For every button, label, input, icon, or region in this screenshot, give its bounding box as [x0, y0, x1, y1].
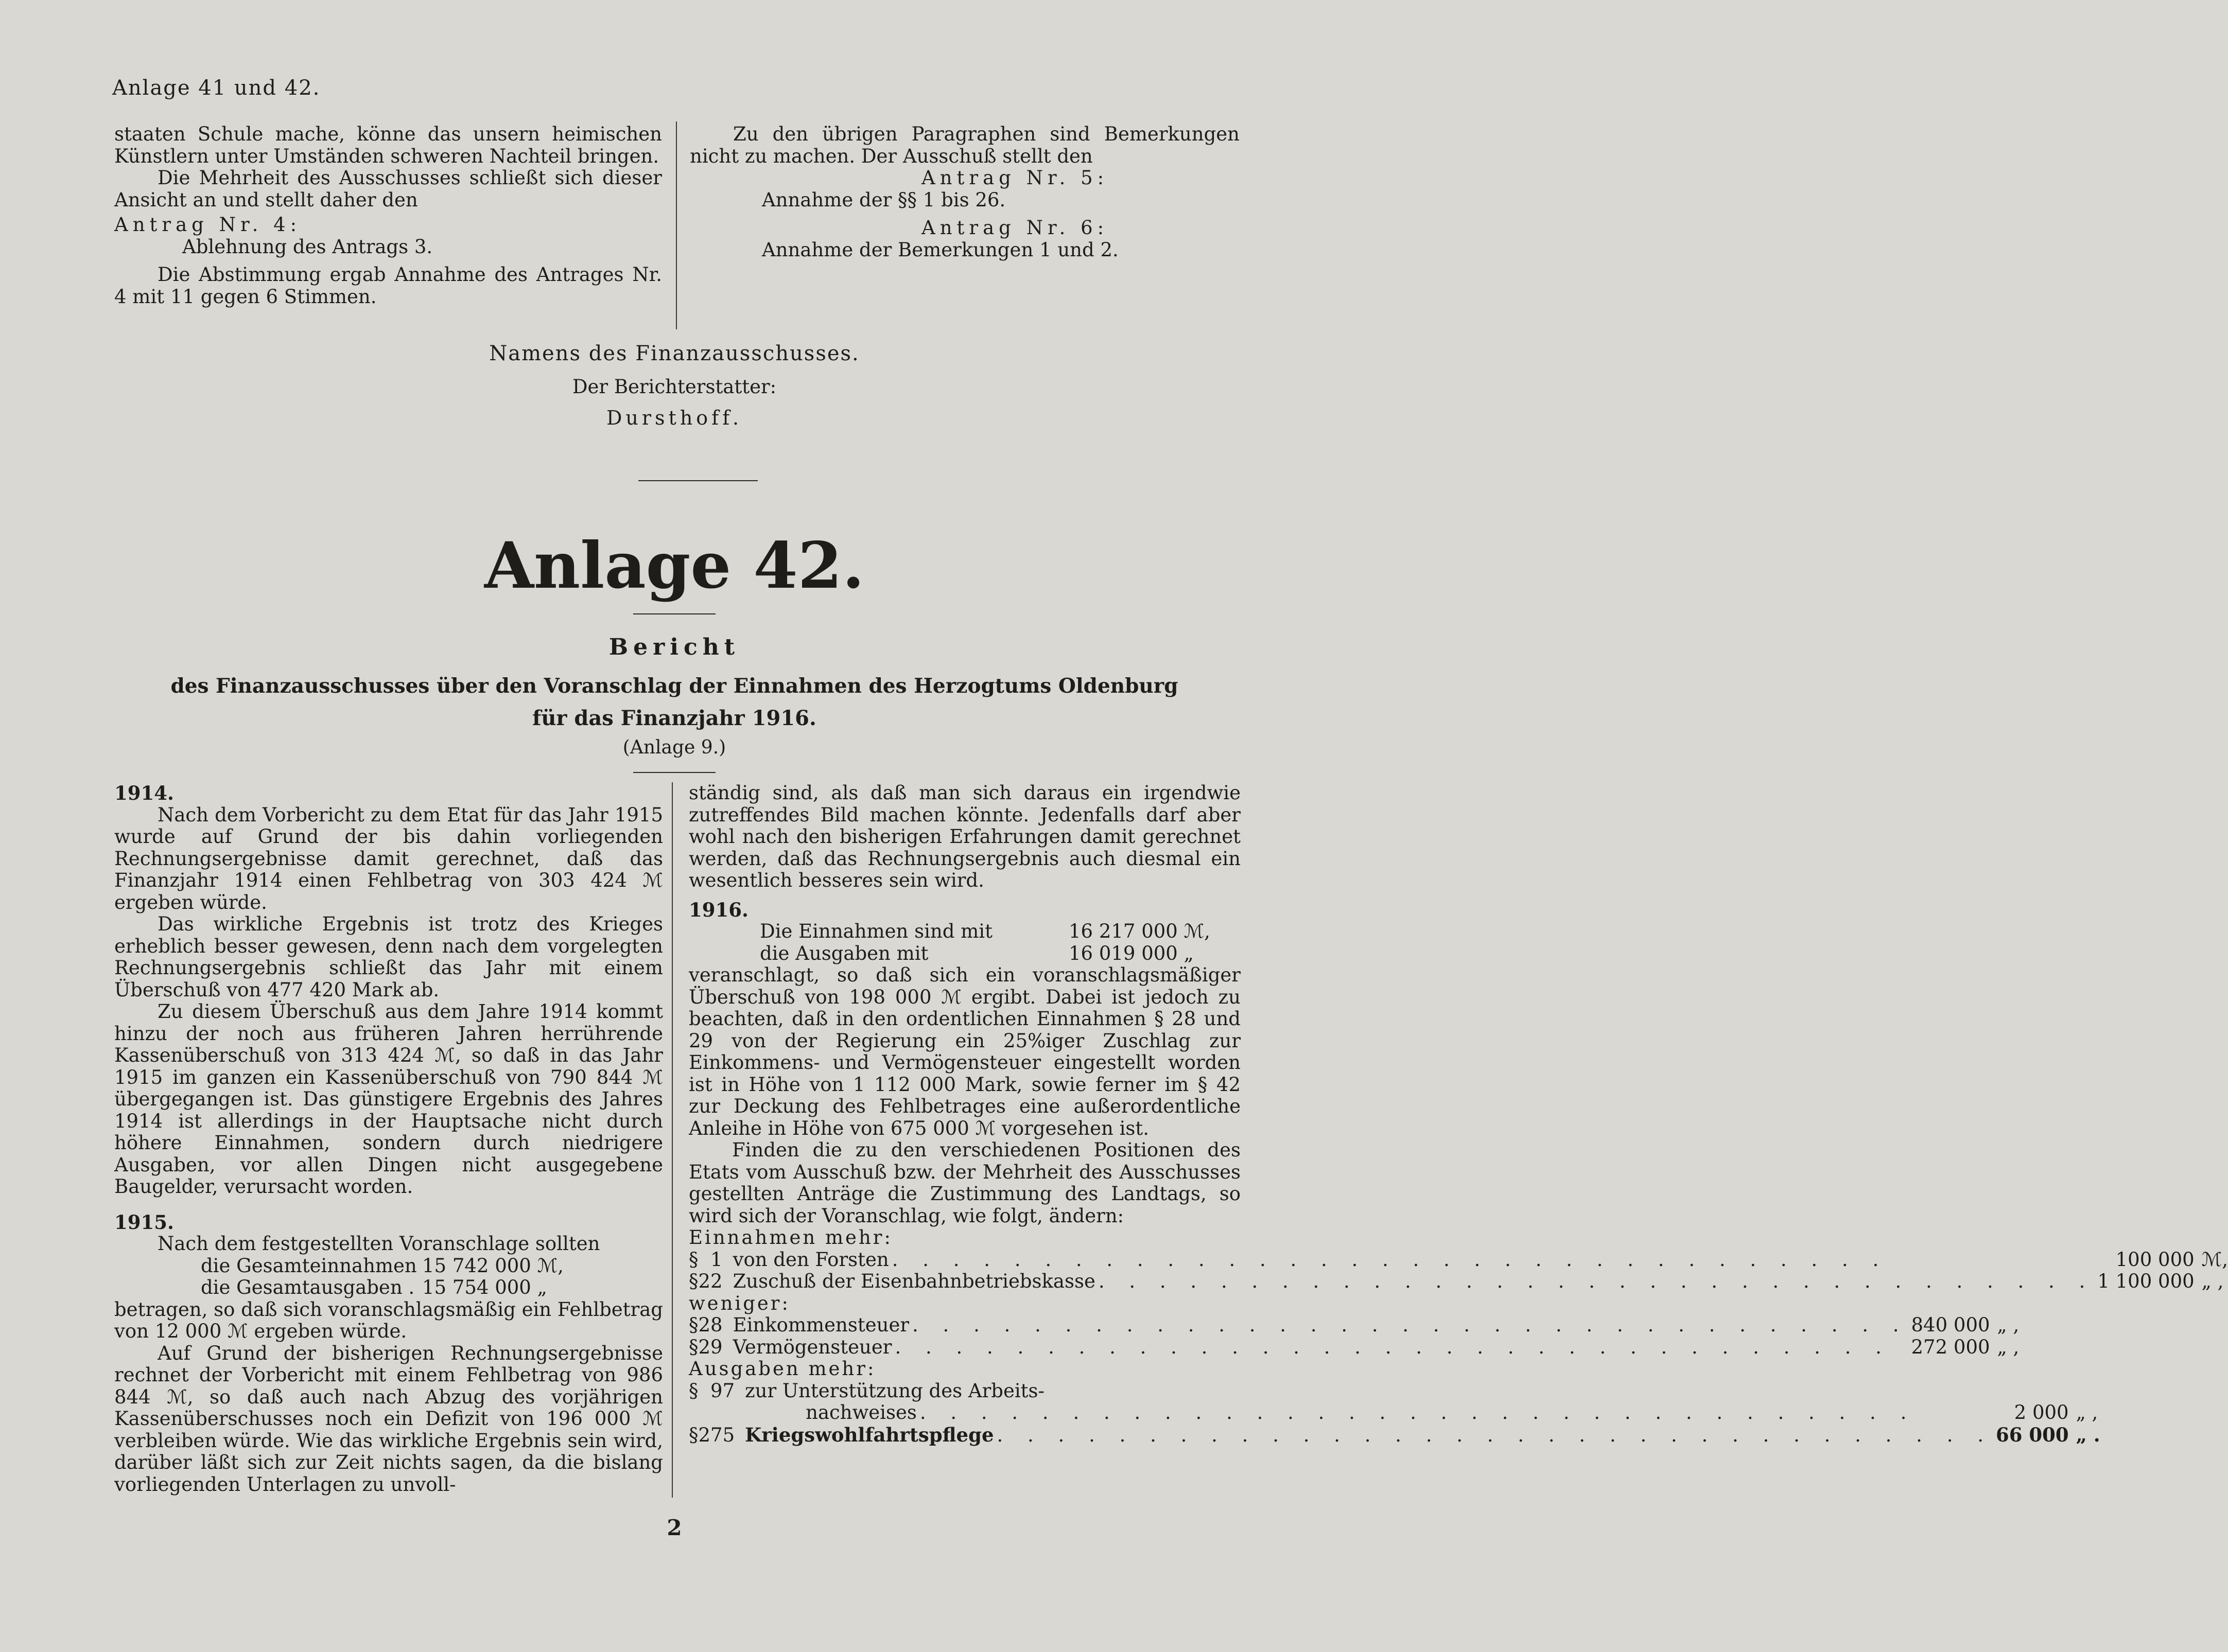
- amount-row: [689, 943, 1241, 965]
- paragraph: Das wirkliche Ergebnis ist trotz des Krieges erheblich besser gewesen, denn nach dem vorgelegten Rechnungsergebnis schließt das Jahr mit einem Überschuß von 477 420 Mark ab.: [114, 913, 663, 1001]
- item-number: 97: [710, 1379, 735, 1402]
- leader-dots: [892, 1337, 1911, 1359]
- antrag-label: Antrag Nr. 5:: [921, 167, 1109, 189]
- paragraph-sign: §: [689, 1335, 699, 1358]
- antrag-label: Antrag Nr. 4:: [114, 214, 302, 236]
- table-row: [689, 1424, 2100, 1447]
- report-heading: Bericht: [608, 634, 740, 660]
- leader-dots: [909, 1314, 1911, 1337]
- item-unit: „ ,: [2201, 1270, 2224, 1292]
- item-unit: ℳ,: [2201, 1248, 2228, 1271]
- report-subtitle: des Finanzausschusses über den Voranschlag der Einnahmen des Herzogtums Oldenburg: [170, 674, 1178, 698]
- paragraph: staaten Schule mache, könne das unsern heimischen Künstlern unter Umständen schweren Nachteil bringen.: [114, 123, 662, 167]
- table-row: [689, 1380, 2100, 1402]
- top-right-column: [690, 124, 1240, 261]
- paragraph: ständig sind, als daß man sich daraus ein irgendwie zutreffendes Bild machen könnte. Jedenfalls darf aber wohl nach den bisherigen Erfahrungen damit gerechnet werden, daß das Rechnungsergebnis auch diesmal ein wesentlich besseres sein wird.: [689, 782, 1241, 891]
- item-unit: „ .: [2076, 1423, 2100, 1446]
- item-number: 275: [698, 1423, 735, 1446]
- page-number: 2: [667, 1515, 682, 1540]
- item-number: 29: [698, 1335, 723, 1358]
- item-unit: „ ,: [1997, 1314, 2020, 1336]
- paragraph-sign: §: [689, 1248, 699, 1271]
- column-divider: [676, 121, 677, 329]
- amount-row: [114, 1277, 663, 1299]
- item-number: 28: [698, 1314, 723, 1336]
- paragraph: Die Abstimmung ergab Annahme des Antrages Nr. 4 mit 11 gegen 6 Stimmen.: [114, 263, 662, 308]
- amount-label: die Gesamteinnahmen: [201, 1254, 417, 1277]
- item-unit: „ ,: [1997, 1335, 2020, 1358]
- category-heading: Einnahmen mehr:: [689, 1226, 893, 1249]
- item-number: 1: [710, 1248, 723, 1271]
- signature-role: Der Berichterstatter:: [572, 376, 777, 398]
- paragraph: Die Mehrheit des Ausschusses schließt sich dieser Ansicht an und stellt daher den: [114, 167, 662, 211]
- changes-table-weniger: [689, 1314, 2019, 1358]
- item-label-continued: nachweises: [806, 1401, 917, 1423]
- column-divider: [672, 782, 673, 1498]
- paragraph: Nach dem Vorbericht zu dem Etat für das Jahr 1915 wurde auf Grund der bis dahin vorliegenden Rechnungsergebnisse damit gerechnet, daß das Finanzjahr 1914 einen Fehlbetrag von 303 424 ℳ ergeben würde.: [114, 803, 663, 913]
- changes-table-einnahmen: [689, 1249, 2228, 1293]
- item-unit: „ ,: [2076, 1401, 2098, 1423]
- category-heading: Ausgaben mehr:: [689, 1358, 876, 1380]
- paragraph: Auf Grund der bisherigen Rechnungsergebnisse rechnet der Vorbericht mit einem Fehlbetrag von 986 844 ℳ, so daß auch nach Abzug des vorjährigen Kassenüberschusses noch ein Defizit von 196 000 ℳ verbleiben würde. Wie das wirkliche Ergebnis sein wird, darüber läßt sich zur Zeit nichts sagen, da die bislang vorliegenden Unterlagen zu unvoll-: [114, 1342, 663, 1496]
- leader-dots: [889, 1249, 2098, 1271]
- paragraph-sign: §: [689, 1314, 699, 1336]
- signature-committee: Namens des Finanzausschusses.: [489, 342, 860, 365]
- item-amount: 1 100 000: [2097, 1270, 2195, 1292]
- main-left-column: [114, 782, 663, 1496]
- table-row: [689, 1402, 2100, 1424]
- signature-name: Dursthoff.: [606, 407, 743, 429]
- antrag-text: Annahme der Bemerkungen 1 und 2.: [762, 238, 1119, 261]
- category-heading: weniger:: [689, 1292, 790, 1314]
- paragraph: betragen, so daß sich voranschlagsmäßig ein Fehlbetrag von 12 000 ℳ ergeben würde.: [114, 1298, 663, 1342]
- report-annex: (Anlage 9.): [622, 737, 726, 758]
- paragraph: Nach dem festgestellten Voranschlage sollten: [158, 1233, 600, 1255]
- amount-label: Die Einnahmen sind mit: [760, 920, 993, 942]
- amount-value: 15 754 000 „: [422, 1276, 547, 1298]
- item-label: zur Unterstützung des Arbeits-: [745, 1379, 1045, 1402]
- amount-row: [689, 921, 1241, 943]
- section-heading-1915: 1915.: [114, 1210, 174, 1234]
- antrag-text: Ablehnung des Antrags 3.: [182, 235, 433, 258]
- item-amount: 840 000: [1911, 1314, 1990, 1336]
- leader-dots: [917, 1402, 1996, 1424]
- amount-value: 16 217 000 ℳ,: [1069, 920, 1210, 942]
- item-amount: 2 000: [2014, 1401, 2069, 1423]
- title-rule: [633, 613, 716, 614]
- paragraph-sign: §: [689, 1379, 699, 1402]
- item-amount: 272 000: [1911, 1335, 1990, 1358]
- running-head: Anlage 41 und 42.: [112, 76, 321, 100]
- item-amount: 66 000: [1995, 1423, 2069, 1446]
- paragraph: Zu den übrigen Paragraphen sind Bemerkungen nicht zu machen. Der Ausschuß stellt den: [690, 123, 1240, 167]
- item-label: Kriegswohlfahrtspflege: [745, 1423, 994, 1446]
- antrag-label: Antrag Nr. 6:: [921, 217, 1109, 239]
- separator-rule: [638, 480, 758, 481]
- item-number: 22: [698, 1270, 723, 1292]
- main-right-column: [689, 782, 2228, 1446]
- table-row: [689, 1271, 2228, 1293]
- item-label: von den Forsten: [733, 1248, 889, 1271]
- paragraph-sign: §: [689, 1423, 699, 1446]
- amount-value: 16 019 000 „: [1069, 942, 1194, 964]
- subtitle-rule: [633, 772, 716, 773]
- antrag-text: Annahme der §§ 1 bis 26.: [762, 188, 1006, 211]
- top-left-column: [114, 124, 662, 308]
- paragraph: Zu diesem Überschuß aus dem Jahre 1914 kommt hinzu der noch aus früheren Jahren herrührende Kassenüberschuß von 313 424 ℳ, so daß in das Jahr 1915 im ganzen ein Kassenüberschuß von 790 844 ℳ übergegangen ist. Das günstigere Ergebnis des Jahres 1914 ist allerdings in der Hauptsache nicht durch höhere Einnahmen, sondern durch niedrigere Ausgaben, vor allen Dingen nicht ausgegebene Baugelder, verursacht worden.: [114, 1000, 663, 1198]
- leader-dots: [1095, 1271, 2097, 1293]
- amount-value: 15 742 000 ℳ,: [422, 1254, 564, 1277]
- table-row: [689, 1249, 2228, 1271]
- item-label: Vermögensteuer: [733, 1335, 892, 1358]
- paragraph-sign: §: [689, 1270, 699, 1292]
- changes-table-ausgaben: [689, 1380, 2100, 1447]
- amount-row: [114, 1255, 663, 1277]
- paragraph: veranschlagt, so daß sich ein voranschlagsmäßiger Überschuß von 198 000 ℳ ergibt. Dabei ist jedoch zu beachten, daß in den ordentlichen Einnahmen § 28 und 29 von der Regierung ein 25%iger Zuschlag zur Einkommens- und Vermögensteuer eingestellt worden ist in Höhe von 1 112 000 Mark, sowie ferner im § 42 zur Deckung des Fehlbetrages eine außerordentliche Anleihe in Höhe von 675 000 ℳ vorgesehen ist.: [689, 964, 1241, 1139]
- page-title: Anlage 42.: [484, 529, 865, 603]
- section-heading-1916: 1916.: [689, 898, 749, 921]
- section-heading-1914: 1914.: [114, 782, 174, 804]
- item-label: Zuschuß der Eisenbahnbetriebskasse: [733, 1270, 1095, 1292]
- leader-dots: [994, 1425, 1996, 1447]
- amount-label: die Gesamtausgaben .: [201, 1276, 415, 1298]
- item-amount: 100 000: [2115, 1248, 2195, 1271]
- item-label: Einkommensteuer: [733, 1314, 910, 1336]
- report-year: für das Finanzjahr 1916.: [532, 706, 816, 730]
- table-row: [689, 1314, 2019, 1337]
- paragraph: Finden die zu den verschiedenen Positionen des Etats vom Ausschuß bzw. der Mehrheit des Ausschusses gestellten Anträge die Zustimmung des Landtags, so wird sich der Voranschlag, wie folgt, ändern:: [689, 1139, 1241, 1227]
- amount-label: die Ausgaben mit: [760, 942, 929, 964]
- table-row: [689, 1337, 2019, 1359]
